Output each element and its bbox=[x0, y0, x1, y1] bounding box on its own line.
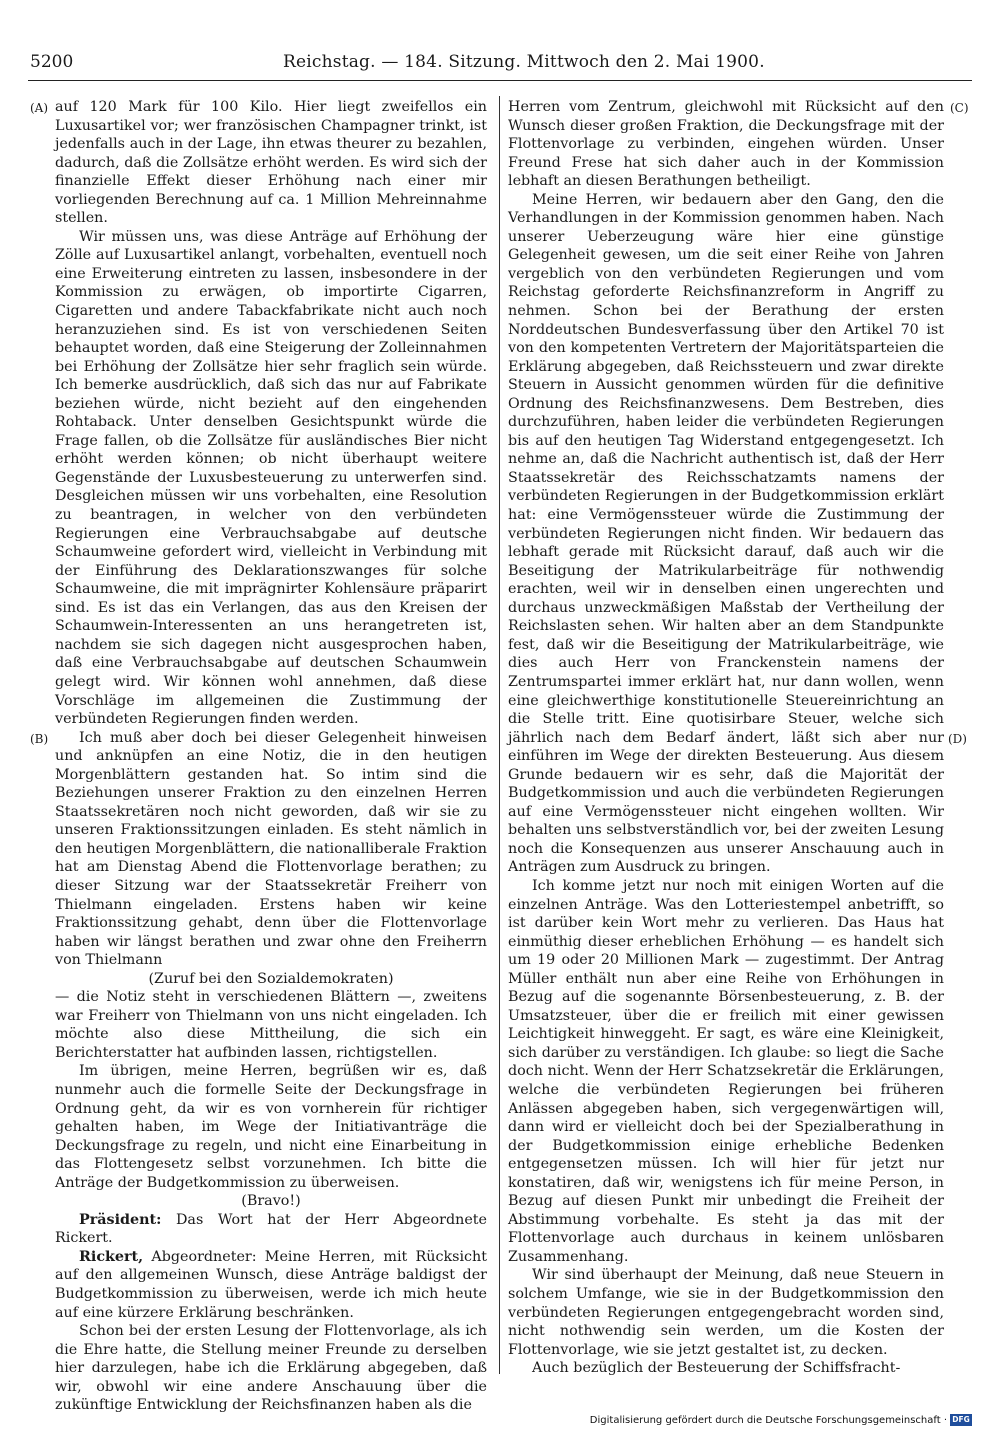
margin-marker-b: (B) bbox=[30, 732, 49, 746]
margin-marker-c: (C) bbox=[950, 101, 969, 115]
speaker-paragraph bbox=[55, 1211, 487, 1248]
header-title: Reichstag. — 184. Sitzung. Mittwoch den 2. Mai 1900. bbox=[283, 52, 765, 72]
speaker-paragraph bbox=[55, 1248, 487, 1322]
paragraph: Herren vom Zentrum, gleichwohl mit Rücksicht auf den Wunsch dieser großen Fraktion, die Deckungsfrage mit der Flottenvorlage zu verbinden, eingehen würden. Unser Freund Frese hat sich daher auch in der Kommission lebhaft an diesen Berathungen betheiligt. bbox=[508, 99, 944, 190]
page-header bbox=[28, 48, 972, 78]
paragraph: Ich muß aber doch bei dieser Gelegenheit hinweisen und anknüpfen an eine Notiz, die in den heutigen Morgenblättern gestanden hat. So intim sind die Beziehungen unserer Fraktion zu den einzelnen Herren Staatssekretären noch nicht geworden, daß wir sie zu unseren Fraktionssitzungen einladen. Es steht nämlich in den heutigen Morgenblättern, die nationalliberale Fraktion hat am Dienstag Abend die Flottenvorlage berathen; zu dieser Sitzung war der Staatssekretär Freiherr von Thielmann eingeladen. Erstens haben wir keine Fraktionssitzung gehabt, denn über die Flottenvorlage haben wir längst berathen und zwar ohne den Freiherrn von Thielmann bbox=[55, 729, 487, 969]
column-divider bbox=[499, 96, 500, 1374]
paragraph: Im übrigen, meine Herren, begrüßen wir es, daß nunmehr auch die formelle Seite der Deckungsfrage in Ordnung geht, da wir es von vornherein für richtiger gehalten haben, im Wege der Initiativanträge die Deckungsfrage zu regeln, und nicht eine Einarbeitung in das Flottengesetz selbst vorzunehmen. Ich bitte die Anträge der Budgetkommission zu überweisen. bbox=[55, 1063, 487, 1191]
paragraph: Schon bei der ersten Lesung der Flottenvorlage, als ich die Ehre hatte, die Stellung meiner Freunde zu derselben hier darzulegen, habe ich die Erklärung abgegeben, daß wir, obwohl wir eine andere Anschauung über die zukünftige Entwicklung der Reichsfinanzen haben als die bbox=[55, 1323, 487, 1414]
speech-text: Abgeordneter: Meine Herren, mit Rücksicht auf den allgemeinen Wunsch, diese Anträge baldigst der Budgetkommission zu überweisen, werde ich mich heute auf eine kürzere Erklärung beschränken. bbox=[55, 1248, 488, 1321]
page-number: 5200 bbox=[30, 52, 74, 72]
interjection: (Zuruf bei den Sozialdemokraten) bbox=[148, 970, 394, 987]
right-column bbox=[508, 98, 944, 1378]
paragraph: Wir müssen uns, was diese Anträge auf Erhöhung der Zölle auf Luxusartikel anlangt, vorbehalten, eventuell noch eine Erweiterung eintreten zu lassen, insbesondere in der Kommission zu erwägen, ob importirte Cigarren, Cigaretten und andere Tabackfabrikate nicht auch noch heranzuziehen sind. Es ist von verschiedenen Seiten behauptet worden, daß eine Steigerung der Zolleinnahmen bei Erhöhung der Zollsätze hier sehr fraglich sein würde. Ich bemerke ausdrücklich, daß sich das nur auf Fabrikate beziehen würde, nicht bezieht auf den eingehenden Rohtaback. Unter denselben Gesichtspunkt würde die Frage fallen, ob die Zollsätze für ausländisches Bier nicht erhöht werden können; ob nicht überhaupt weitere Gegenstände der Luxusbesteuerung zu unterwerfen sind. Desgleichen müssen wir uns vorbehalten, eine Resolution zu beantragen, in welcher von den verbündeten Regierungen eine Verbrauchsabgabe auf deutsche Schaumweine gefordert wird, vielleicht in Verbindung mit der Einführung des Deklarationszwanges für solche Schaumweine, die mit imprägnirter Kohlensäure präparirt sind. Es ist das ein Verlangen, das aus den Kreisen der Schaumwein-Interessenten an uns herangetreten ist, nachdem sie sich dagegen nicht ausgesprochen haben, daß eine Verbrauchsabgabe auf deutschen Schaumwein gelegt wird. Wir können wohl annehmen, daß diese Vorschläge im allgemeinen die Zustimmung der verbündeten Regierungen finden werden. bbox=[55, 228, 487, 728]
paragraph: auf 120 Mark für 100 Kilo. Hier liegt zweifellos ein Luxusartikel vor; wer französischen Champagner trinkt, ist jedenfalls auch in der Lage, ihn etwas theurer zu bezahlen, dadurch, daß die Zollsätze erhöht werden. Es wird sich der finanzielle Effekt dieser Erhöhung nach einer mir vorliegenden Berechnung auf ca. 1 Million Mehreinnahme stellen. bbox=[55, 99, 487, 227]
paragraph: Wir sind überhaupt der Meinung, daß neue Steuern in solchem Umfange, wie sie in der Budgetkommission den verbündeten Regierungen entgegengebracht worden sind, nicht nothwendig sein werden, um die Kosten der Flottenvorlage, wie sie jetzt gestaltet ist, zu decken. bbox=[508, 1267, 944, 1358]
left-column bbox=[55, 98, 487, 1415]
speaker-name: Rickert, bbox=[79, 1248, 144, 1265]
paragraph: Ich komme jetzt nur noch mit einigen Worten auf die einzelnen Anträge. Was den Lotteriestempel anbetrifft, so ist darüber kein Wort mehr zu verlieren. Das Haus hat einmüthig dieser erheblichen Erhöhung — es handelt sich um 19 oder 20 Millionen Mark — zugestimmt. Der Antrag Müller enthält nun aber eine Reihe von Erhöhungen in Bezug auf die sogenannte Börsenbesteuerung, z. B. der Umsatzsteuer, über die er freilich mit einer gewissen Leichtigkeit hinweggeht. Er sagt, es wäre eine Kleinigkeit, sich darüber zu verständigen. Ich glaube: so liegt die Sache doch nicht. Wenn der Herr Schatzsekretär die Erklärungen, welche die verbündeten Regierungen bei früheren Anlässen abgegeben haben, sich vergegenwärtigen will, dann wird er vielleicht doch bei der Spezialberathung in der Budgetkommission einige erhebliche Bedenken entgegensetzen müssen. Ich will hier für jetzt nur konstatiren, daß wir, wenigstens ich für meine Person, in Bezug auf diesen Punkt mir unbedingt die Freiheit der Abstimmung vorbehalte. Es steht ja das mit der Flottenvorlage auch durchaus in keinem unlösbaren Zusammenhang. bbox=[508, 877, 944, 1265]
dfg-logo: DFG bbox=[950, 1414, 972, 1426]
speech-text: Das Wort hat der Herr Abgeordnete Rickert. bbox=[55, 1211, 487, 1247]
speaker-name: Präsident: bbox=[79, 1211, 162, 1228]
interjection: (Bravo!) bbox=[241, 1193, 301, 1210]
margin-marker-a: (A) bbox=[30, 101, 49, 115]
footer-credit bbox=[590, 1414, 972, 1426]
margin-marker-d: (D) bbox=[948, 732, 967, 746]
paragraph: Meine Herren, wir bedauern aber den Gang, den die Verhandlungen in der Kommission genommen haben. Nach unserer Ueberzeugung wäre hier eine günstige Gelegenheit gewesen, um die seit einer Reihe von Jahren vergeblich von den verbündeten Regierungen und vom Reichstag geforderte Reichsfinanzreform in Angriff zu nehmen. Schon bei der Berathung der ersten Norddeutschen Bundesverfassung über den Artikel 70 ist von den kompetenten Vertretern der Majoritätsparteien die Erklärung abgegeben, daß Reichssteuern und zwar direkte Steuern in Aussicht genommen würden für die definitive Ordnung des Reichsfinanzwesens. Dem Bestreben, dies durchzuführen, haben leider die verbündeten Regierungen bis auf den heutigen Tag Widerstand entgegengesetzt. Ich nehme an, daß die Nachricht authentisch ist, daß der Herr Staatssekretär des Reichsschatzamts namens der verbündeten Regierungen in der Budgetkommission erklärt hat: eine Vermögenssteuer würde die Zustimmung der verbündeten Regierungen nicht finden. Wir bedauern das lebhaft gerade mit Rücksicht darauf, daß auch wir die Beseitigung der Matrikularbeiträge für nothwendig erachten, weil wir in denselben einen ungerechten und durchaus unzweckmäßigen Maßstab der Vertheilung der Reichslasten sehen. Wir halten aber an dem Standpunkte fest, daß wir die Beseitigung der Matrikularbeiträge, wie dies auch Herr von Franckenstein namens der Zentrumspartei immer erklärt hat, nur dann wollen, wenn eine gleichwerthige konstitutionelle Steuereinrichtung an die Stelle tritt. Eine quotisirbare Steuer, welche sich jährlich nach dem Bedarf ändert, läßt sich aber nur einführen im Wege der direkten Besteuerung. Aus diesem Grunde bedauern wir es sehr, daß die Majorität der Budgetkommission und auch die verbündeten Regierungen auf eine Vermögenssteuer nicht eingehen wollten. Wir behalten uns selbstverständlich vor, bei der zweiten Lesung noch die Konsequenzen aus unserer Anschauung auch in Anträgen zum Ausdruck zu bringen. bbox=[508, 191, 944, 876]
paragraph: Auch bezüglich der Besteuerung der Schiffsfracht- bbox=[532, 1360, 901, 1377]
paragraph: — die Notiz steht in verschiedenen Blättern —, zweitens war Freiherr von Thielmann von uns nicht eingeladen. Ich möchte also diese Mittheilung, die sich ein Berichterstatter hat aufbinden lassen, richtigstellen. bbox=[55, 989, 487, 1061]
header-rule bbox=[28, 80, 972, 81]
footer-text: Digitalisierung gefördert durch die Deutsche Forschungsgemeinschaft · bbox=[589, 1414, 947, 1426]
